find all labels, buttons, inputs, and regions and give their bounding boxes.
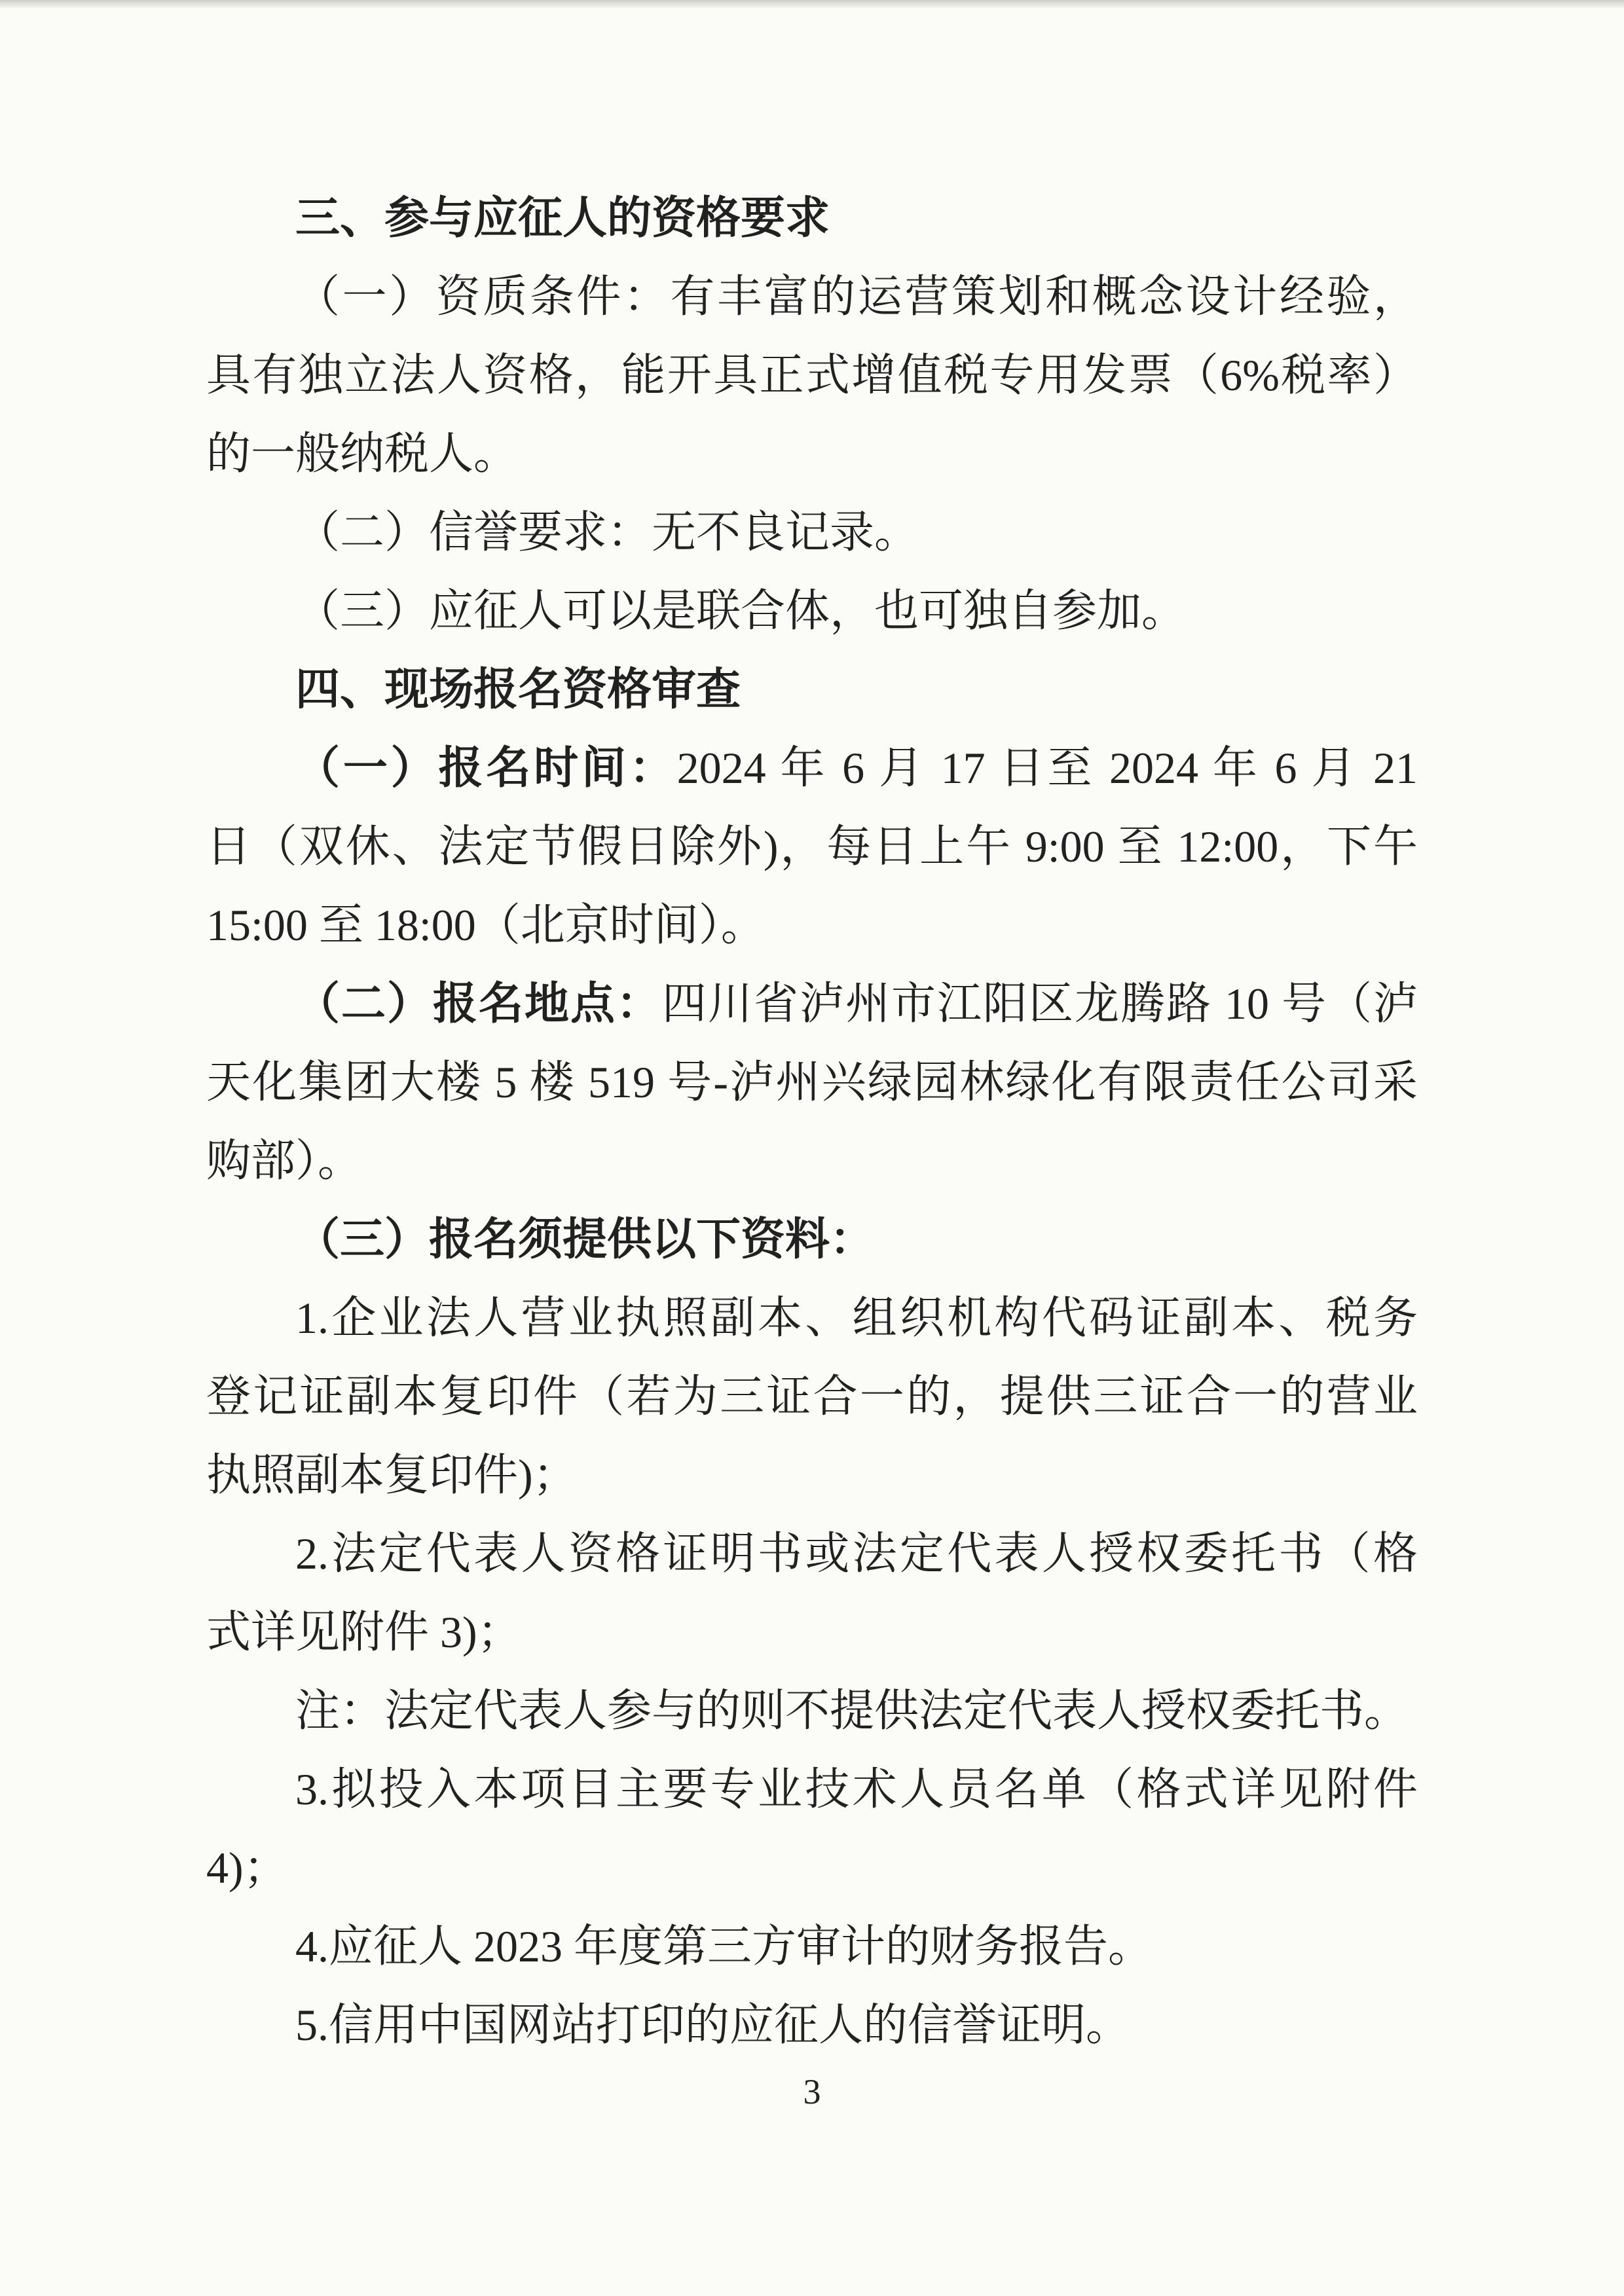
text-line: 1.企业法人营业执照副本、组织机构代码证副本、税务 xyxy=(295,1293,1418,1343)
text-line: 执照副本复印件)； xyxy=(206,1450,578,1500)
document-body xyxy=(206,179,1418,2064)
page-number: 3 xyxy=(803,2072,821,2111)
text-line: （三）应征人可以是联合体，也可独自参加。 xyxy=(295,586,1187,636)
text-line: 式详见附件 3)； xyxy=(206,1607,522,1657)
text-line: 15:00 至 18:00（北京时间）。 xyxy=(206,900,766,950)
text-line: （一）报名时间：2024 年 6 月 17 日至 2024 年 6 月 21 xyxy=(295,743,1418,793)
text-line: 的一般纳税人。 xyxy=(206,429,519,479)
text-line: 注：法定代表人参与的则不提供法定代表人授权委托书。 xyxy=(295,1686,1409,1736)
text-line: （二）报名地点：四川省泸州市江阳区龙腾路 10 号（泸 xyxy=(295,979,1418,1029)
text-line: 4)； xyxy=(206,1843,288,1893)
scan-edge xyxy=(0,0,1624,8)
text-line: （三）报名须提供以下资料： xyxy=(295,1214,875,1264)
text-line: 5.信用中国网站打印的应征人的信誉证明。 xyxy=(295,2000,1131,2050)
text-line: 2.法定代表人资格证明书或法定代表人授权委托书（格 xyxy=(295,1529,1418,1578)
text-line: 三、参与应征人的资格要求 xyxy=(295,193,830,243)
text-line: （二）信誉要求：无不良记录。 xyxy=(295,507,919,557)
text-line: 天化集团大楼 5 楼 519 号-泸州兴绿园林绿化有限责任公司采 xyxy=(206,1057,1418,1107)
text-line: 购部）。 xyxy=(206,1136,363,1186)
text-line: 登记证副本复印件（若为三证合一的，提供三证合一的营业 xyxy=(206,1372,1418,1421)
text-line: 日（双休、法定节假日除外)，每日上午 9:00 至 12:00，下午 xyxy=(206,822,1418,871)
text-line: 3.拟投入本项目主要专业技术人员名单（格式详见附件 xyxy=(295,1764,1418,1814)
text-line: （一）资质条件：有丰富的运营策划和概念设计经验， xyxy=(295,272,1418,321)
text-line: 4.应征人 2023 年度第三方审计的财务报告。 xyxy=(295,1922,1153,1971)
text-line: 四、现场报名资格审查 xyxy=(295,665,741,714)
text-line: 具有独立法人资格，能开具正式增值税专用发票（6%税率） xyxy=(206,350,1418,400)
line-label: （一）报名时间： xyxy=(295,743,677,793)
line-label: （二）报名地点： xyxy=(295,979,662,1029)
